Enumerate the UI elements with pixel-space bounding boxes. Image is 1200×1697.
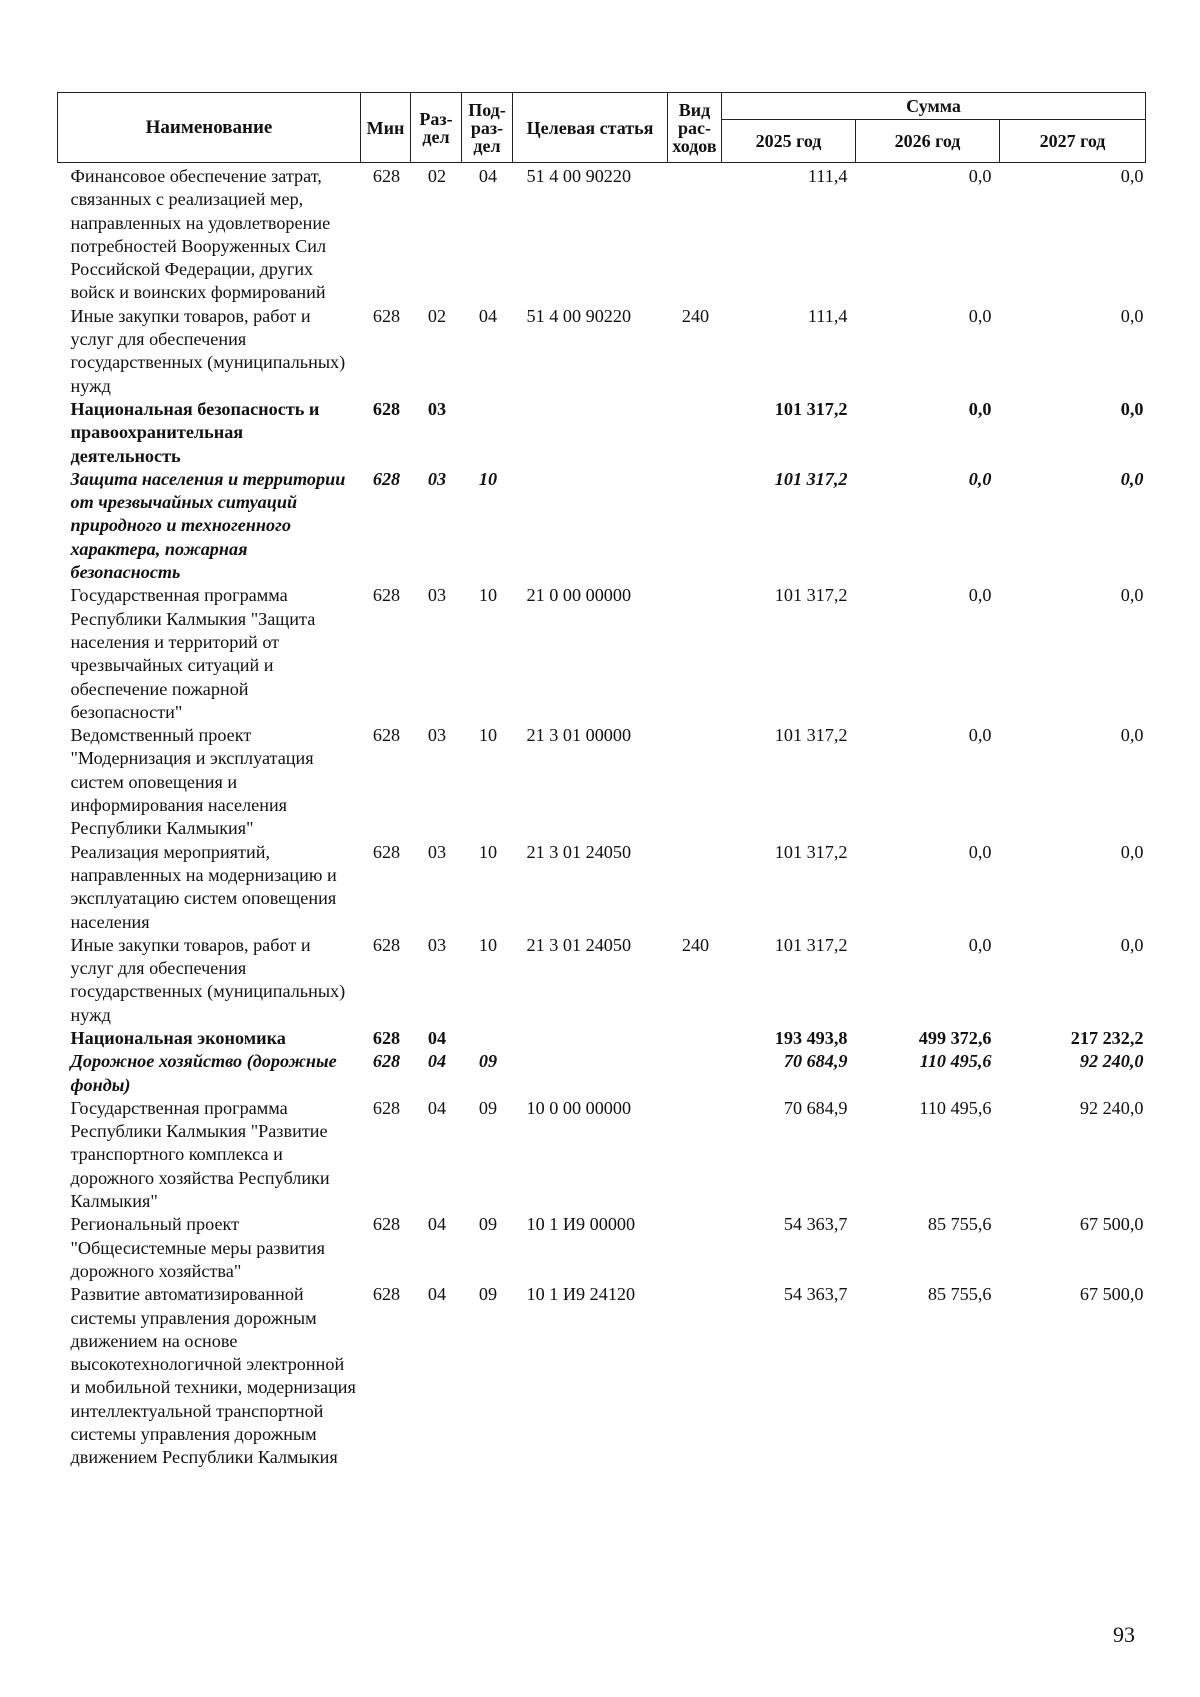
budget-table: [57, 92, 1146, 1470]
cell-celevaya: [513, 1050, 668, 1097]
cell-sum-2026: 0,0: [968, 841, 992, 862]
cell-podrazdel: [462, 398, 513, 468]
cell-sum-2025: 101 317,2: [774, 725, 848, 746]
cell-min: 628: [372, 934, 401, 955]
cell-sum-2025: 111,4: [807, 305, 848, 326]
header-min: Мин: [361, 93, 411, 163]
cell-name: Национальная безопасность и правоохранительная деятельность: [70, 398, 320, 466]
cell-min: 628: [372, 1051, 401, 1072]
table-header: [58, 93, 1146, 163]
table-row: [58, 1097, 1146, 1213]
cell-min: 628: [372, 398, 401, 419]
cell-sum-2026: 85 755,6: [927, 1284, 992, 1305]
cell-razdel: 04: [427, 1051, 447, 1072]
table-row: [58, 841, 1146, 934]
cell-sum-2026: 0,0: [968, 725, 992, 746]
cell-celevaya: [513, 468, 668, 584]
cell-razdel: 02: [427, 305, 447, 326]
cell-sum-2025: 111,4: [807, 166, 848, 186]
cell-name: Дорожное хозяйство (дорожные фонды): [70, 1051, 337, 1095]
cell-sum-2027: 92 240,0: [1079, 1051, 1144, 1072]
cell-sum-2026: 85 755,6: [927, 1214, 992, 1235]
cell-sum-2026: 0,0: [968, 934, 992, 955]
header-year-2026: 2026 год: [856, 120, 1000, 163]
table-row: [58, 584, 1146, 724]
cell-min: 628: [372, 585, 401, 606]
table-body: [58, 163, 1146, 1470]
cell-min: 628: [372, 1214, 401, 1235]
cell-vid: 240: [681, 305, 710, 326]
cell-vid: [668, 1283, 722, 1469]
cell-sum-2026: 0,0: [968, 398, 992, 419]
cell-podrazdel: [462, 1027, 513, 1050]
cell-sum-2027: 0,0: [1120, 166, 1144, 186]
cell-podrazdel: 09: [478, 1284, 498, 1305]
cell-name: Защита населения и территории от чрезвычайных ситуаций природного и техногенного характера, пожарная безопасность: [70, 468, 346, 583]
header-year-2025: 2025 год: [722, 120, 856, 163]
cell-sum-2025: 101 317,2: [774, 468, 848, 489]
cell-podrazdel: 10: [478, 468, 498, 489]
cell-razdel: 03: [427, 585, 447, 606]
table-row: [58, 1213, 1146, 1283]
cell-vid: [668, 724, 722, 840]
cell-celevaya: 10 0 00 00000: [526, 1097, 632, 1118]
cell-razdel: 04: [427, 1284, 447, 1305]
cell-sum-2026: 0,0: [968, 585, 992, 606]
table-row: [58, 398, 1146, 468]
cell-sum-2025: 101 317,2: [774, 585, 848, 606]
cell-podrazdel: 09: [478, 1214, 498, 1235]
cell-podrazdel: 10: [478, 841, 498, 862]
cell-name: Иные закупки товаров, работ и услуг для обеспечения государственных (муниципальных) нужд: [70, 305, 346, 396]
cell-razdel: 03: [427, 934, 447, 955]
table-row: [58, 305, 1146, 398]
table-row: [58, 468, 1146, 584]
cell-name: Государственная программа Республики Калмыкия "Защита населения и территорий от чрезвычайных ситуаций и обеспечение пожарной безопасности": [70, 585, 316, 722]
cell-min: 628: [372, 1284, 401, 1305]
cell-sum-2027: 217 232,2: [1070, 1027, 1144, 1048]
cell-name: Финансовое обеспечение затрат, связанных с реализацией мер, направленных на удовлетворение потребностей Вооруженных Сил Российской Федерации, других войск и воинских формирований: [70, 166, 331, 303]
cell-vid: [668, 398, 722, 468]
header-celevaya: Целевая статья: [513, 93, 668, 163]
cell-sum-2025: 70 684,9: [783, 1097, 848, 1118]
cell-sum-2027: 0,0: [1120, 468, 1144, 489]
cell-celevaya: [513, 398, 668, 468]
cell-min: 628: [372, 1097, 401, 1118]
table-row: [58, 1027, 1146, 1050]
cell-sum-2027: 92 240,0: [1079, 1097, 1144, 1118]
cell-min: 628: [372, 305, 401, 326]
cell-podrazdel: 10: [478, 934, 498, 955]
cell-sum-2026: 110 495,6: [919, 1097, 992, 1118]
cell-sum-2027: 0,0: [1120, 305, 1144, 326]
cell-sum-2027: 67 500,0: [1079, 1214, 1144, 1235]
cell-celevaya: 10 1 И9 00000: [526, 1214, 636, 1235]
cell-min: 628: [372, 841, 401, 862]
cell-celevaya: 51 4 00 90220: [526, 166, 632, 186]
header-razdel: Раз-дел: [411, 93, 462, 163]
cell-podrazdel: 09: [478, 1097, 498, 1118]
table-row: [58, 1283, 1146, 1469]
cell-min: 628: [372, 166, 401, 186]
page-number: 93: [1113, 1622, 1135, 1647]
cell-sum-2026: 499 372,6: [918, 1027, 992, 1048]
cell-vid: [668, 1097, 722, 1213]
header-year-2027: 2027 год: [1000, 120, 1146, 163]
cell-razdel: 04: [427, 1214, 447, 1235]
cell-sum-2027: 0,0: [1120, 841, 1144, 862]
cell-name: Региональный проект "Общесистемные меры развития дорожного хозяйства": [70, 1214, 325, 1281]
cell-celevaya: [513, 1027, 668, 1050]
cell-vid: 240: [681, 934, 710, 955]
cell-podrazdel: 10: [478, 585, 498, 606]
cell-razdel: 03: [427, 398, 447, 419]
cell-razdel: 04: [427, 1097, 447, 1118]
cell-sum-2025: 193 493,8: [774, 1027, 848, 1048]
table-row: [58, 1050, 1146, 1097]
cell-celevaya: 21 0 00 00000: [526, 585, 632, 606]
cell-name: Реализация мероприятий, направленных на модернизацию и эксплуатацию систем оповещения населения: [70, 841, 337, 932]
cell-vid: [668, 468, 722, 584]
cell-sum-2026: 110 495,6: [919, 1051, 992, 1072]
cell-celevaya: 51 4 00 90220: [526, 305, 632, 326]
cell-podrazdel: 09: [478, 1051, 498, 1072]
cell-razdel: 03: [427, 725, 447, 746]
cell-sum-2025: 101 317,2: [774, 841, 848, 862]
cell-vid: [668, 1027, 722, 1050]
cell-sum-2025: 54 363,7: [783, 1284, 848, 1305]
cell-sum-2025: 101 317,2: [774, 398, 848, 419]
cell-razdel: 03: [427, 468, 447, 489]
cell-name: Государственная программа Республики Калмыкия "Развитие транспортного комплекса и дорожного хозяйства Республики Калмыкия": [70, 1097, 330, 1212]
cell-sum-2027: 67 500,0: [1079, 1284, 1144, 1305]
cell-podrazdel: 10: [478, 725, 498, 746]
cell-sum-2025: 101 317,2: [774, 934, 848, 955]
cell-celevaya: 21 3 01 00000: [526, 725, 632, 746]
cell-vid: [668, 1050, 722, 1097]
cell-razdel: 02: [427, 166, 447, 186]
cell-sum-2025: 70 684,9: [783, 1051, 848, 1072]
cell-sum-2026: 0,0: [968, 166, 992, 186]
cell-podrazdel: 04: [478, 305, 498, 326]
cell-vid: [668, 163, 722, 305]
cell-sum-2026: 0,0: [968, 305, 992, 326]
cell-celevaya: 21 3 01 24050: [526, 841, 632, 862]
cell-sum-2027: 0,0: [1120, 934, 1144, 955]
cell-sum-2026: 0,0: [968, 468, 992, 489]
cell-min: 628: [372, 725, 401, 746]
cell-name: Ведомственный проект "Модернизация и эксплуатация систем оповещения и информирования населения Республики Калмыкия": [70, 725, 314, 839]
header-summa: Сумма: [722, 93, 1146, 120]
cell-razdel: 03: [427, 841, 447, 862]
cell-celevaya: 21 3 01 24050: [526, 934, 632, 955]
table-row: [58, 163, 1146, 305]
cell-name: Национальная экономика: [70, 1027, 286, 1048]
cell-sum-2025: 54 363,7: [783, 1214, 848, 1235]
cell-vid: [668, 841, 722, 934]
cell-razdel: 04: [427, 1027, 447, 1048]
header-vid: Вид рас-ходов: [668, 93, 722, 163]
table-row: [58, 934, 1146, 1027]
cell-name: Иные закупки товаров, работ и услуг для обеспечения государственных (муниципальных) нужд: [70, 934, 346, 1025]
cell-podrazdel: 04: [478, 166, 498, 186]
cell-min: 628: [372, 1027, 401, 1048]
cell-name: Развитие автоматизированной системы управления дорожным движением на основе высокотехнологичной электронной и мобильной техники, модернизация интеллектуальной транспортной системы управления дорожным движением Республики Калмыкия: [70, 1284, 356, 1468]
cell-vid: [668, 1213, 722, 1283]
cell-sum-2027: 0,0: [1120, 398, 1144, 419]
header-name: Наименование: [58, 93, 361, 163]
cell-sum-2027: 0,0: [1120, 585, 1144, 606]
cell-celevaya: 10 1 И9 24120: [526, 1284, 636, 1305]
table-row: [58, 724, 1146, 840]
cell-vid: [668, 584, 722, 724]
header-podrazdel: Под-раз-дел: [462, 93, 513, 163]
cell-sum-2027: 0,0: [1120, 725, 1144, 746]
cell-min: 628: [372, 468, 401, 489]
